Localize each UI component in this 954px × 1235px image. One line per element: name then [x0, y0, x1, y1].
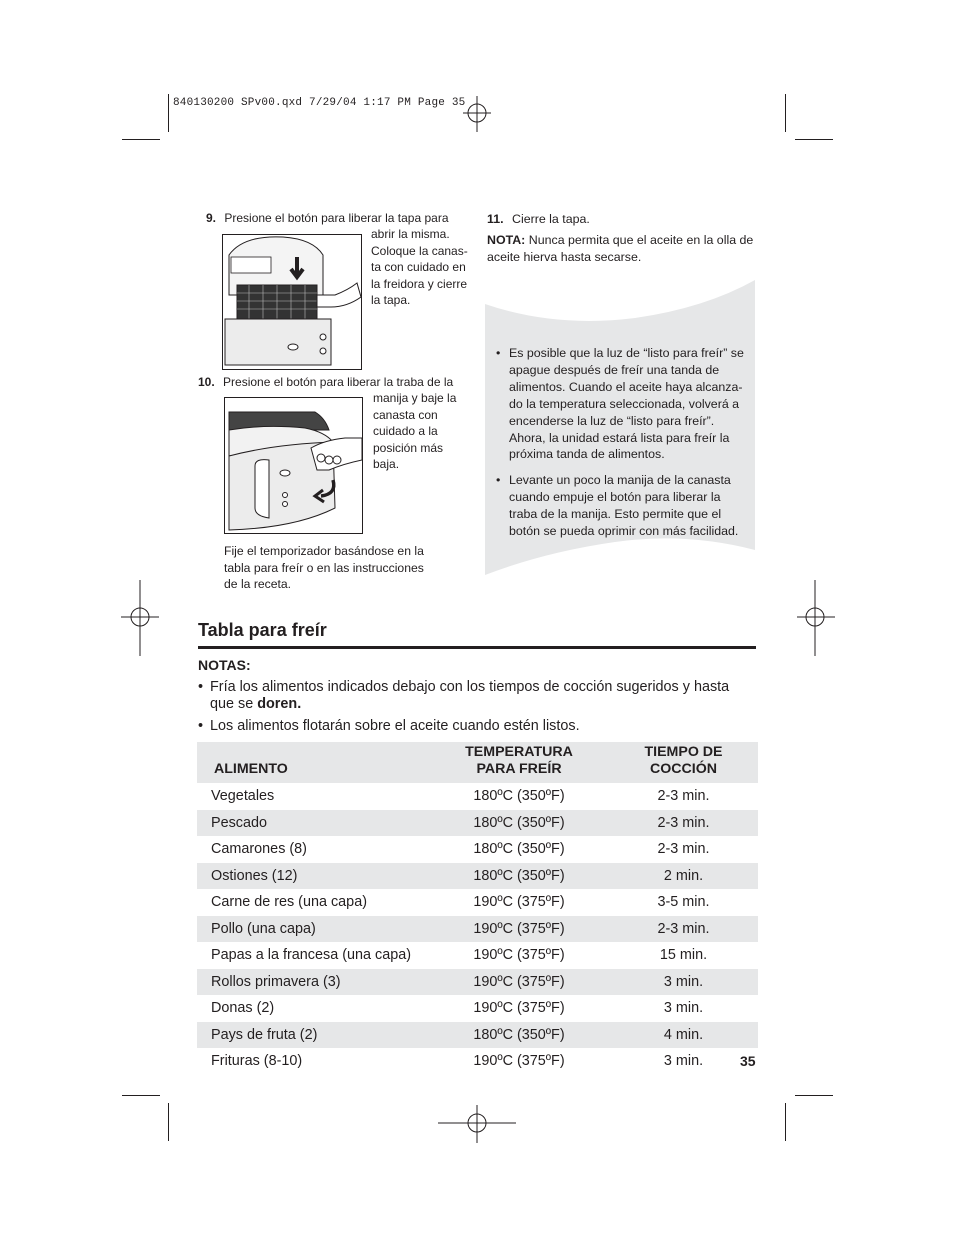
tip-item: • Es posible que la luz de “listo para freír” se apague después de freír una tanda de alimentos. Cuando el aceite haya alcanza-do la temperatura seleccionada, volverá a encenderse la luz de “listo para freír”. Ahora, la unidad estará lista para freír la próxima tanda de alimentos. — [496, 345, 748, 463]
table-row: Donas (2) 190ºC (375ºF) 3 min. — [211, 1000, 704, 1017]
step-text: Presione el botón para liberar la traba de la — [223, 375, 454, 389]
section-title: Tabla para freír — [198, 620, 327, 640]
note-label: NOTA: — [487, 233, 526, 247]
note-item: • Fría los alimentos indicados debajo con los tiempos de cocción sugeridos y hasta que se doren. — [198, 679, 743, 713]
table-row: Pays de fruta (2) 180ºC (350ºF) 4 min. — [197, 1022, 758, 1049]
step-text: Presione el botón para liberar la tapa para — [224, 211, 449, 225]
fryer-handle-illustration — [224, 397, 363, 534]
tip-item: • Levante un poco la manija de la canasta cuando empuje el botón para liberar la traba de la manija. Esto permite que el botón se pueda oprimir con más facilidad. — [496, 472, 748, 540]
header-time: TIEMPO DE COCCIÓN — [609, 742, 758, 783]
table-row: Vegetales 180ºC (350ºF) 2-3 min. — [211, 788, 710, 805]
fryer-basket-illustration — [222, 234, 362, 370]
notes-label: NOTAS: — [198, 657, 251, 673]
notes-list — [198, 679, 743, 740]
table-row: Rollos primavera (3) 190ºC (375ºF) 3 min. — [197, 969, 758, 996]
section-rule — [198, 646, 756, 649]
header-temperature: TEMPERATURA PARA FREÍR — [429, 742, 609, 783]
tips-list — [496, 345, 748, 549]
registration-mark-right — [795, 580, 835, 656]
table-header-row — [197, 742, 758, 783]
table-row: Pescado 180ºC (350ºF) 2-3 min. — [197, 810, 758, 837]
step-10-continued: manija y baje la canasta con cuidado a la posición más baja. — [373, 391, 457, 471]
step-text: Cierre la tapa. — [512, 212, 590, 226]
step-10-timer-note: Fije el temporizador basándose en la tabla para freír o en las instrucciones de la receta. — [224, 544, 424, 591]
table-row: Carne de res (una capa) 190ºC (375ºF) 3-5 min. — [211, 894, 710, 911]
table-row: Ostiones (12) 180ºC (350ºF) 2 min. — [197, 863, 758, 890]
registration-mark-top — [455, 96, 499, 140]
step-11-note: NOTA: Nunca permita que el aceite en la olla de aceite hierva hasta secarse. — [487, 233, 754, 264]
step-number: 11. — [487, 212, 504, 226]
registration-mark-bottom — [438, 1105, 516, 1145]
print-slug: 840130200 SPv00.qxd 7/29/04 1:17 PM Page 35 — [173, 97, 466, 109]
header-food: ALIMENTO — [197, 742, 429, 783]
step-9-continued: abrir la misma. Coloque la canas- ta con cuidado en la freidora y cierre la tapa. — [371, 227, 468, 307]
table-row: Frituras (8-10) 190ºC (375ºF) 3 min. — [211, 1053, 704, 1070]
frying-table — [197, 742, 758, 1075]
step-number: 10. — [198, 375, 215, 389]
table-row: Papas a la francesa (una capa) 190ºC (375ºF) 15 min. — [211, 947, 708, 964]
table-row: Pollo (una capa) 190ºC (375ºF) 2-3 min. — [197, 916, 758, 943]
registration-mark-left — [121, 580, 161, 656]
note-item: • Los alimentos flotarán sobre el aceite cuando estén listos. — [198, 718, 743, 735]
step-number: 9. — [206, 211, 217, 225]
table-row: Camarones (8) 180ºC (350ºF) 2-3 min. — [211, 841, 710, 858]
page-number: 35 — [740, 1053, 756, 1069]
